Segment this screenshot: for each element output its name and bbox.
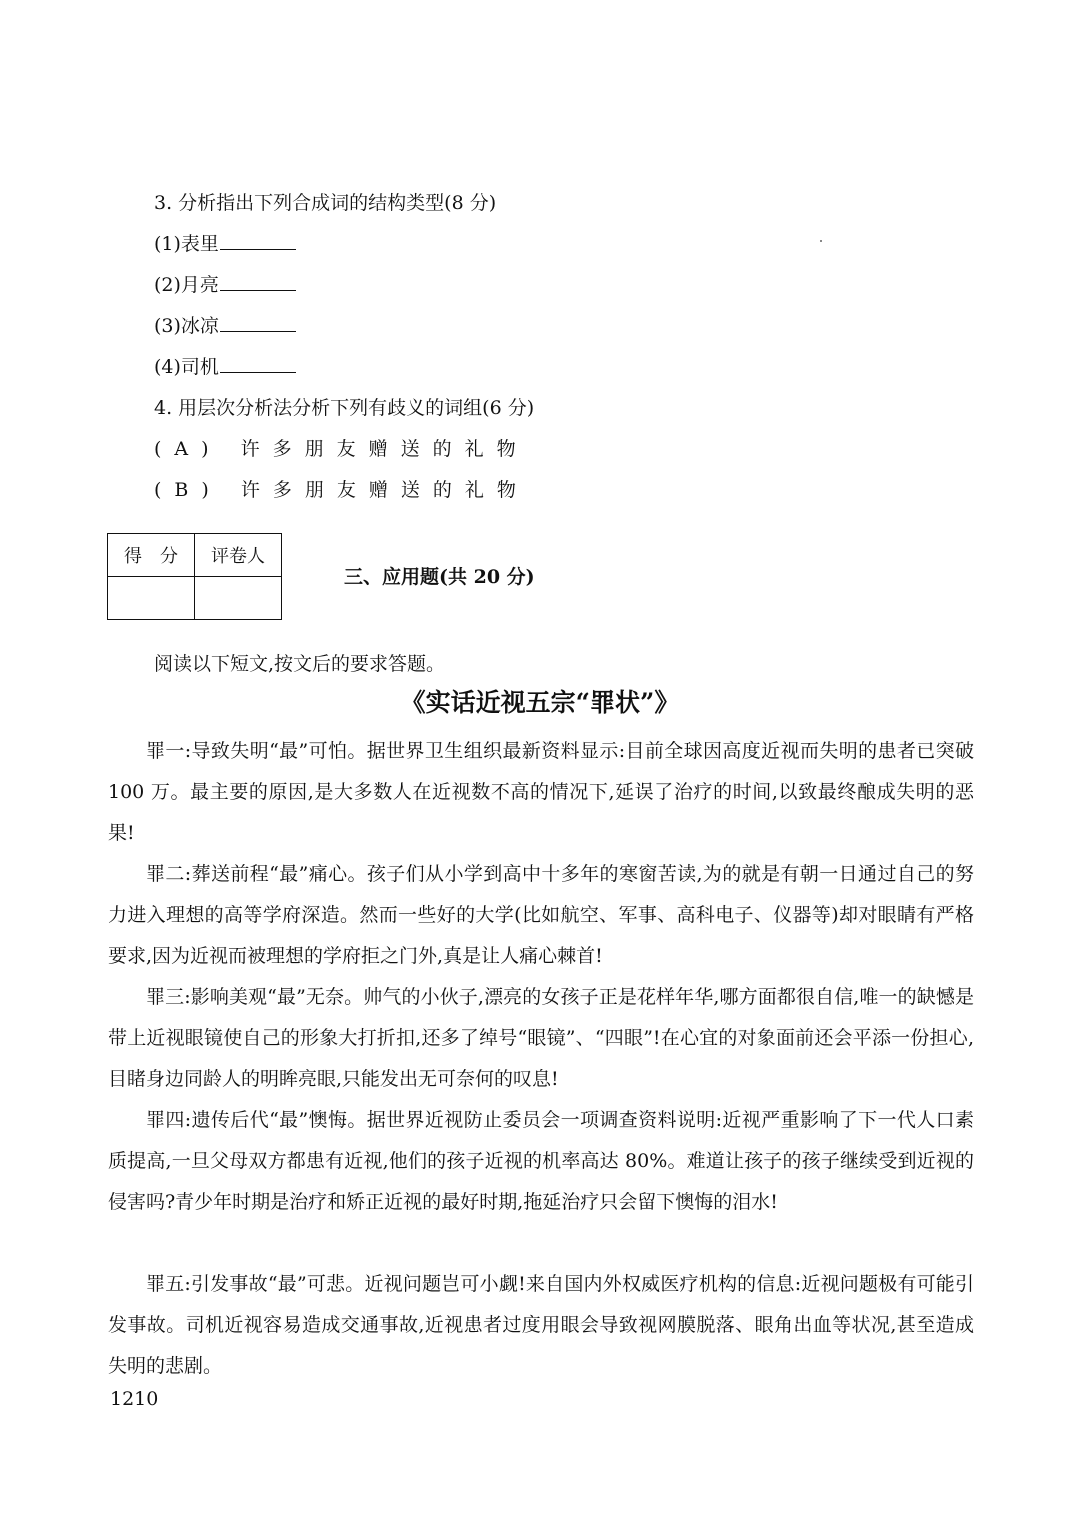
reading-instruction: 阅读以下短文,按文后的要求答题。 (154, 653, 446, 675)
score-label: 得 分 (108, 534, 195, 577)
question-3-item-4 (154, 354, 296, 380)
answer-blank[interactable] (220, 274, 296, 291)
article-paragraph-3: 罪三:影响美观“最”无奈。帅气的小伙子,漂亮的女孩子正是花样年华,哪方面都很自信,唯一的缺憾是带上近视眼镜使自己的形象大打折扣,还多了绰号“眼镜”、“四眼”!在心宜的对象面前还会平添一份担心,目睹身边同龄人的明眸亮眼,只能发出无可奈何的叹息! (108, 986, 974, 1090)
question-4-item-b: (B) 许多朋友赠送的礼物 (154, 479, 529, 501)
score-table (107, 533, 282, 620)
answer-blank[interactable] (220, 315, 296, 332)
score-cell[interactable] (108, 577, 195, 620)
item-label: (1)表里 (154, 233, 219, 255)
article-paragraph-4: 罪四:遗传后代“最”懊悔。据世界近视防止委员会一项调查资料说明:近视严重影响了下一代人口素质提高,一旦父母双方都患有近视,他们的孩子近视的机率高达 80%。难道让孩子的孩子继续受到近视的侵害吗?青少年时期是治疗和矫正近视的最好时期,拖延治疗只会留下懊悔的泪水! (108, 1109, 974, 1213)
question-4-item-a: (A) 许多朋友赠送的礼物 (154, 438, 529, 460)
article-paragraph-2: 罪二:葬送前程“最”痛心。孩子们从小学到高中十多年的寒窗苦读,为的就是有朝一日通过自己的努力进入理想的高等学府深造。然而一些好的大学(比如航空、军事、高科电子、仪器等)却对眼睛有严格要求,因为近视而被理想的学府拒之门外,真是让人痛心棘首! (108, 863, 974, 967)
section-3-heading: 三、应用题(共 20 分) (344, 566, 535, 588)
scan-speck (820, 240, 822, 242)
question-3-heading: 3. 分析指出下列合成词的结构类型(8 分) (154, 192, 497, 214)
question-3-item-3 (154, 313, 296, 339)
grader-label: 评卷人 (195, 534, 282, 577)
article-paragraph-1: 罪一:导致失明“最”可怕。据世界卫生组织最新资料显示:目前全球因高度近视而失明的患者已突破 100 万。最主要的原因,是大多数人在近视数不高的情况下,延误了治疗的时间,以致最终酿成失明的恶果! (108, 740, 974, 844)
article-paragraph-5: 罪五:引发事故“最”可悲。近视问题岂可小觑!来自国内外权威医疗机构的信息:近视问题极有可能引发事故。司机近视容易造成交通事故,近视患者过度用眼会导致视网膜脱落、眼角出血等状况,甚至造成失明的悲剧。 (108, 1273, 974, 1377)
question-3-item-1 (154, 231, 296, 257)
question-4-heading: 4. 用层次分析法分析下列有歧义的词组(6 分) (154, 397, 535, 419)
grader-cell[interactable] (195, 577, 282, 620)
answer-blank[interactable] (220, 356, 296, 373)
article-title: 《实话近视五宗“罪状”》 (400, 688, 680, 717)
answer-blank[interactable] (220, 233, 296, 250)
item-label: (2)月亮 (154, 274, 219, 296)
question-3-item-2 (154, 272, 296, 298)
item-label: (4)司机 (154, 356, 219, 378)
page-number: 1210 (110, 1388, 159, 1410)
item-label: (3)冰凉 (154, 315, 219, 337)
